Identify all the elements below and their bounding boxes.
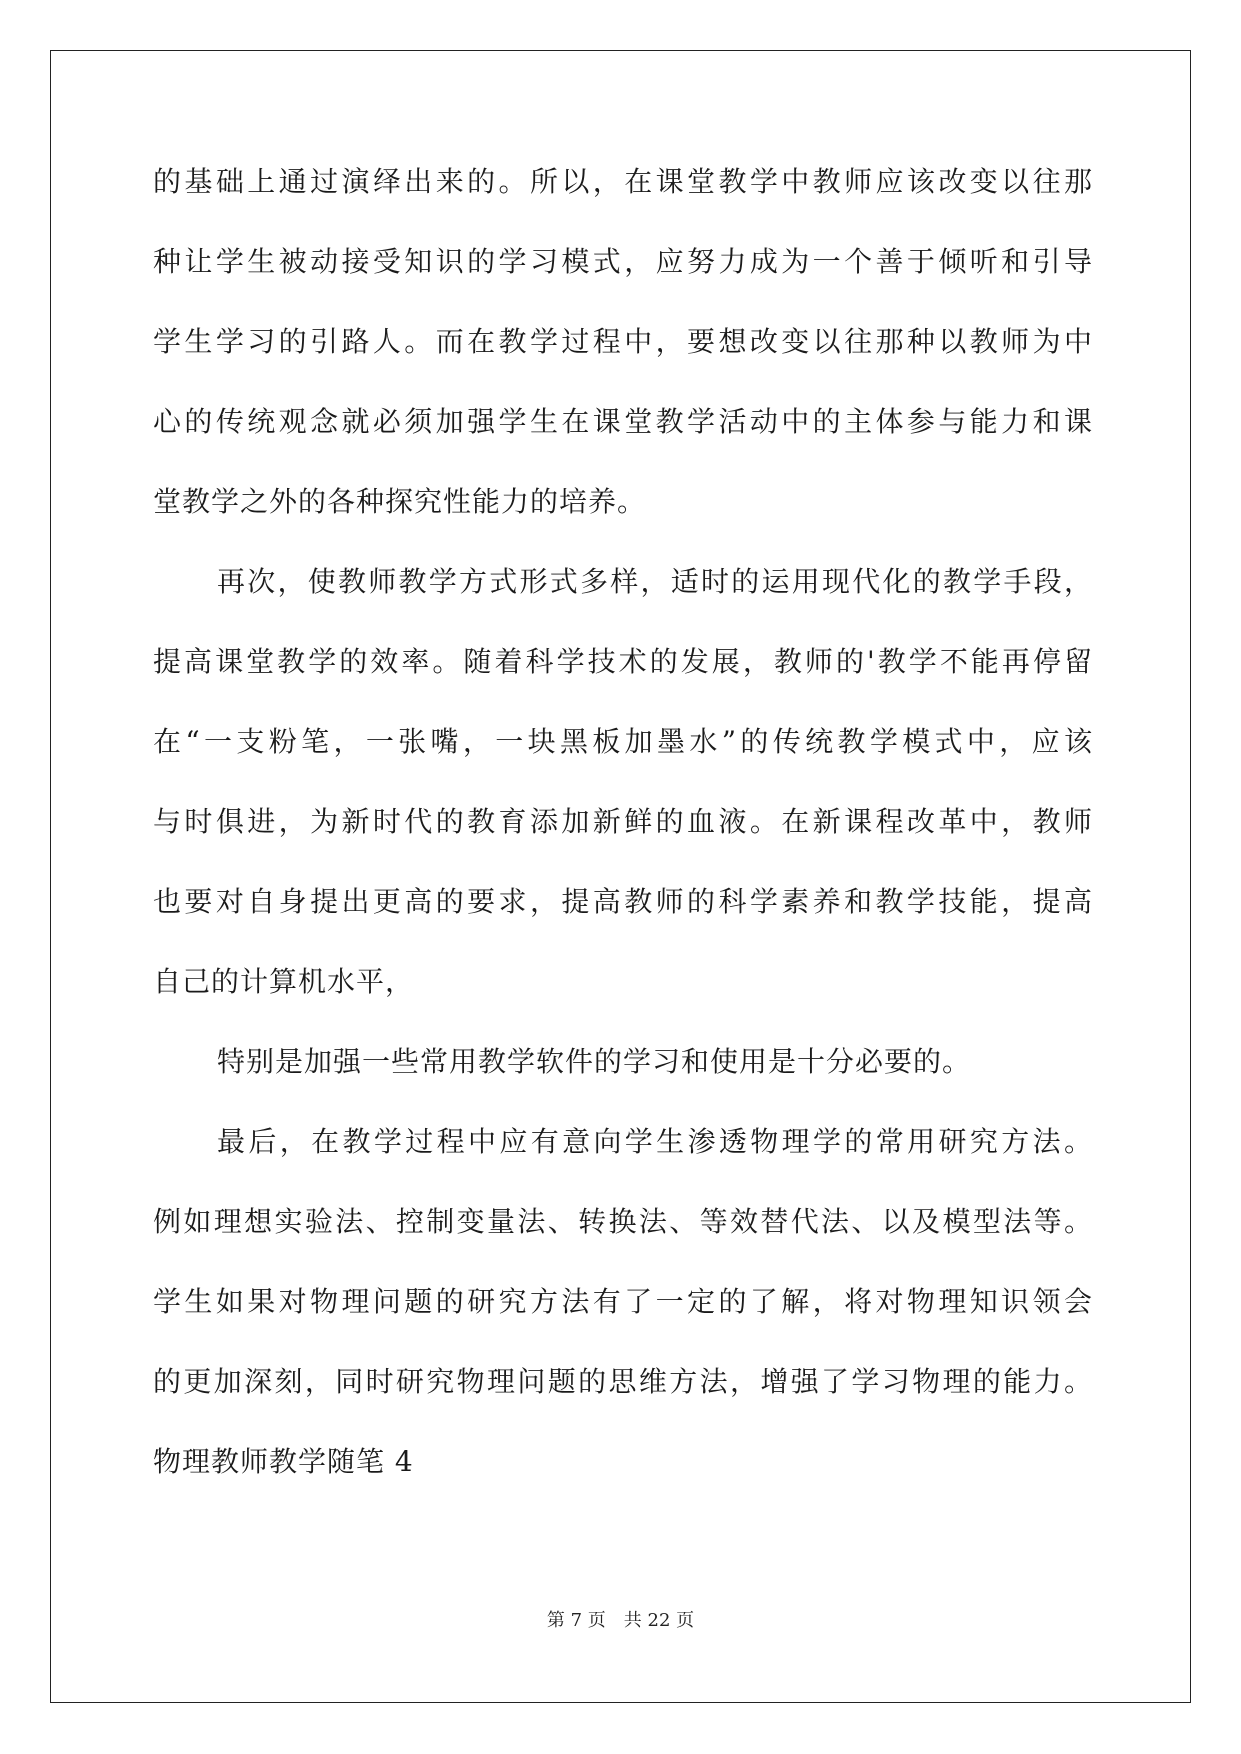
text-line: 学生学习的引路人。而在教学过程中，要想改变以往那种以教师为中 bbox=[153, 325, 1093, 358]
text-line: 例如理想实验法、控制变量法、转换法、等效替代法、以及模型法等。 bbox=[153, 1205, 1093, 1238]
text-line: 再次，使教师教学方式形式多样，适时的运用现代化的教学手段， bbox=[217, 565, 1093, 598]
text-line: 提高课堂教学的效率。随着科学技术的发展，教师的'教学不能再停留 bbox=[153, 645, 1093, 678]
document-body bbox=[153, 160, 1093, 1520]
text-line: 堂教学之外的各种探究性能力的培养。 bbox=[153, 485, 647, 518]
text-line: 的更加深刻，同时研究物理问题的思维方法，增强了学习物理的能力。 bbox=[153, 1365, 1093, 1398]
page-footer: 第 7 页 共 22 页 bbox=[546, 1610, 695, 1631]
text-line: 物理教师教学随笔 4 bbox=[153, 1445, 414, 1478]
text-line: 也要对自身提出更高的要求，提高教师的科学素养和教学技能，提高 bbox=[153, 885, 1093, 918]
text-line: 学生如果对物理问题的研究方法有了一定的了解，将对物理知识领会 bbox=[153, 1285, 1093, 1318]
text-line: 自己的计算机水平， bbox=[153, 965, 415, 998]
text-line: 心的传统观念就必须加强学生在课堂教学活动中的主体参与能力和课 bbox=[153, 405, 1093, 438]
text-line: 的基础上通过演绎出来的。所以，在课堂教学中教师应该改变以往那 bbox=[153, 165, 1093, 198]
text-line: 在“一支粉笔，一张嘴，一块黑板加墨水”的传统教学模式中，应该 bbox=[153, 725, 1093, 758]
text-line: 特别是加强一些常用教学软件的学习和使用是十分必要的。 bbox=[217, 1045, 972, 1078]
text-line: 种让学生被动接受知识的学习模式，应努力成为一个善于倾听和引导 bbox=[153, 245, 1093, 278]
text-line: 最后，在教学过程中应有意向学生渗透物理学的常用研究方法。 bbox=[217, 1125, 1093, 1158]
text-line: 与时俱进，为新时代的教育添加新鲜的血液。在新课程改革中，教师 bbox=[153, 805, 1093, 838]
